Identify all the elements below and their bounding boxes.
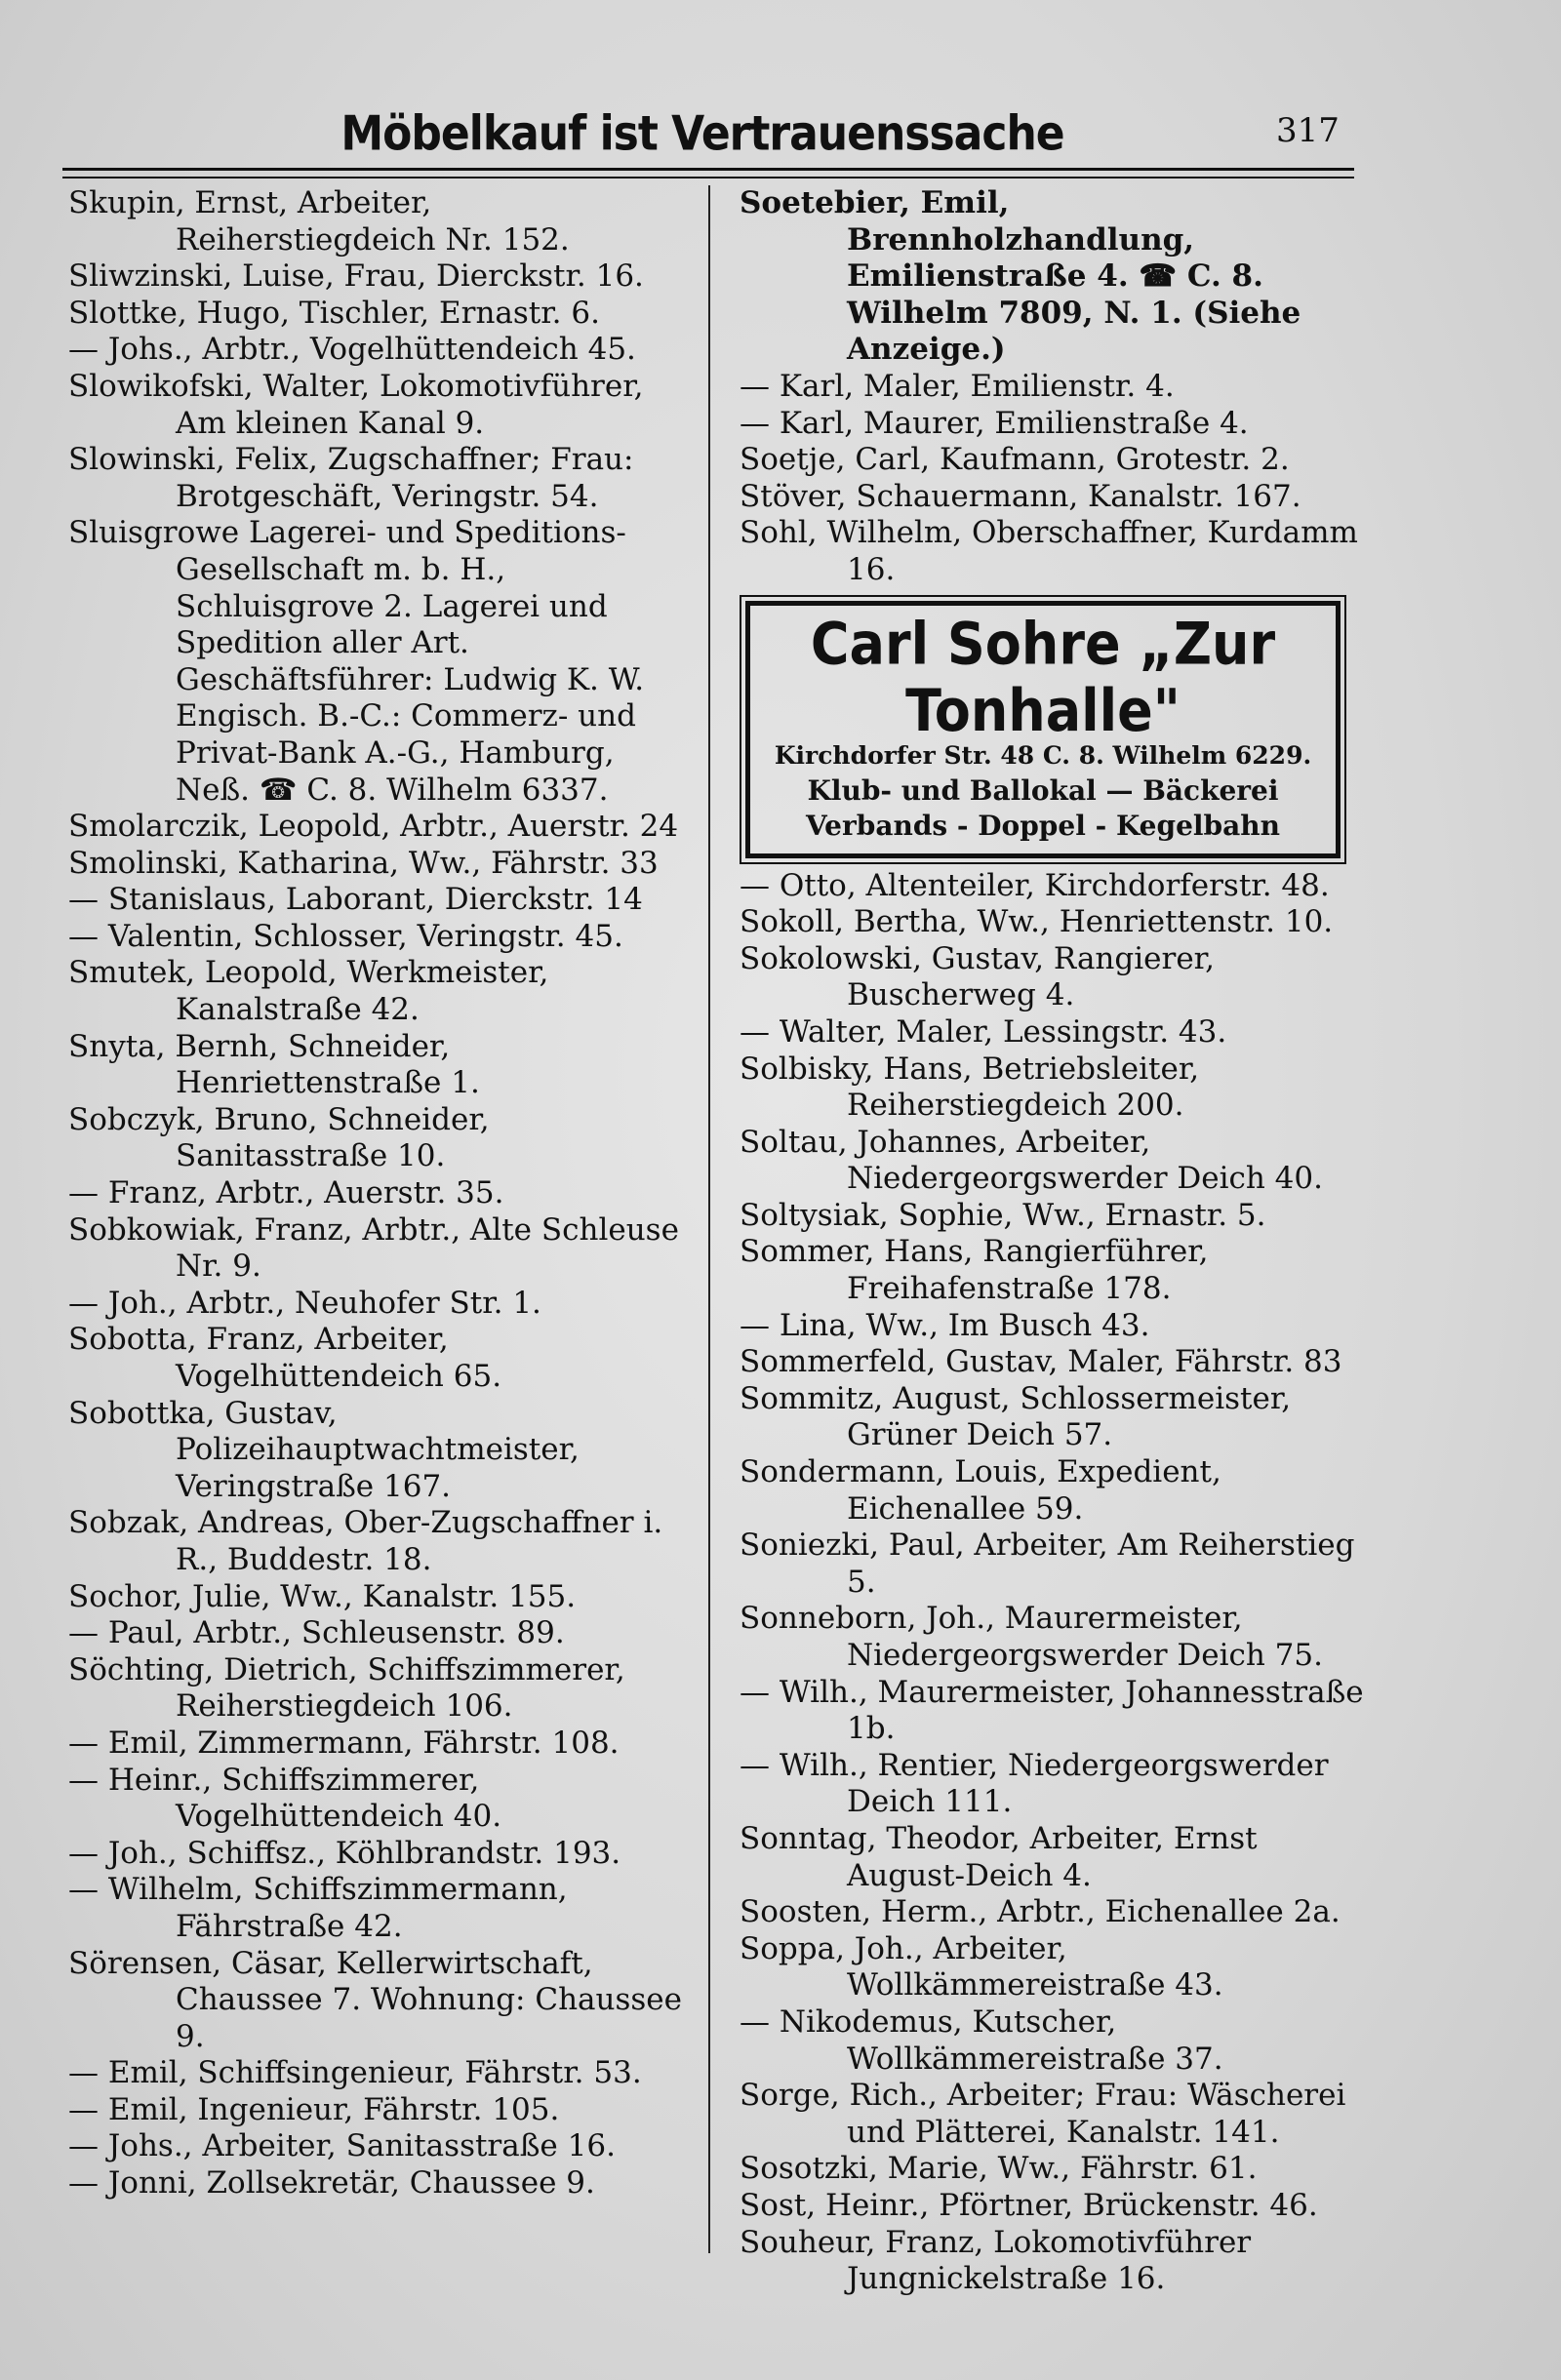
directory-entry: Smolinski, Katharina, Ww., Fährstr. 33 xyxy=(68,845,659,881)
directory-entry: — Franz, Arbtr., Auerstr. 35. xyxy=(68,1175,504,1211)
directory-entry: Souheur, Franz, Lokomotivführer Jungnickelstraße 16. xyxy=(740,2224,1252,2297)
directory-entry: — Otto, Altenteiler, Kirchdorferstr. 48. xyxy=(740,867,1330,903)
directory-entry: — Stanislaus, Laborant, Dierckstr. 14 xyxy=(68,882,643,918)
directory-entry: Sonntag, Theodor, Arbeiter, Ernst August-Deich 4. xyxy=(740,1820,1258,1893)
directory-entry: Sost, Heinr., Pförtner, Brückenstr. 46. xyxy=(740,2187,1318,2223)
directory-entry: Smutek, Leopold, Werkmeister, Kanalstraße 42. xyxy=(68,955,549,1028)
directory-entry: Slowinski, Felix, Zugschaffner; Frau: Brotgeschäft, Veringstr. 54. xyxy=(68,442,634,514)
right-column xyxy=(740,185,1364,2298)
directory-entry: — Karl, Maurer, Emilienstraße 4. xyxy=(740,405,1249,441)
directory-entry: — Wilh., Rentier, Niedergeorgswerder Deich 111. xyxy=(740,1747,1329,1820)
directory-entry: Sobotta, Franz, Arbeiter, Vogelhüttendeich 65. xyxy=(68,1322,502,1394)
directory-entry: Sobottka, Gustav, Polizeihauptwachtmeister, Veringstraße 167. xyxy=(68,1395,580,1504)
directory-entry: — Paul, Arbtr., Schleusenstr. 89. xyxy=(68,1615,565,1651)
directory-entry: Sommitz, August, Schlossermeister, Grüner Deich 57. xyxy=(740,1380,1292,1453)
page-number: 317 xyxy=(1276,111,1340,150)
directory-entry: — Emil, Schiffsingenieur, Fährstr. 53. xyxy=(68,2055,642,2091)
directory-entry: Soniezki, Paul, Arbeiter, Am Reiherstieg 5. xyxy=(740,1527,1355,1600)
advertisement-title: Carl Sohre „Zur Tonhalle" xyxy=(810,610,1276,744)
directory-entry: Solbisky, Hans, Betriebsleiter, Reiherstiegdeich 200. xyxy=(740,1051,1200,1124)
running-header-title: Möbelkauf ist Vertrauenssache xyxy=(340,105,1064,163)
directory-entry: Soetje, Carl, Kaufmann, Grotestr. 2. xyxy=(740,442,1290,478)
directory-entry: — Nikodemus, Kutscher, Wollkämmereistraße 37. xyxy=(740,2003,1223,2077)
directory-entry: — Jonni, Zollsekretär, Chaussee 9. xyxy=(68,2165,595,2202)
directory-entry: — Emil, Ingenieur, Fährstr. 105. xyxy=(68,2091,560,2127)
directory-entry: Sobzak, Andreas, Ober-Zugschaffner i. R., Buddestr. 18. xyxy=(68,1505,663,1577)
directory-entry: — Karl, Maler, Emilienstr. 4. xyxy=(740,368,1175,404)
directory-entry: — Joh., Arbtr., Neuhofer Str. 1. xyxy=(68,1285,541,1321)
directory-entry: — Lina, Ww., Im Busch 43. xyxy=(740,1307,1150,1343)
directory-entry: Sorge, Rich., Arbeiter; Frau: Wäscherei und Plätterei, Kanalstr. 141. xyxy=(740,2078,1346,2150)
directory-entry: — Johs., Arbtr., Vogelhüttendeich 45. xyxy=(68,332,636,368)
directory-entry: Sommer, Hans, Rangierführer, Freihafenstraße 178. xyxy=(740,1234,1209,1307)
directory-entry: — Joh., Schiffsz., Köhlbrandstr. 193. xyxy=(68,1835,621,1871)
directory-entry: Slottke, Hugo, Tischler, Ernastr. 6. xyxy=(68,295,600,331)
right-column-top-entries xyxy=(740,185,1364,589)
directory-entry: Slowikofski, Walter, Lokomotivführer, Am kleinen Kanal 9. xyxy=(68,368,644,441)
directory-entry: Sonneborn, Joh., Maurermeister, Niedergeorgswerder Deich 75. xyxy=(740,1601,1323,1673)
directory-entry: Sokoll, Bertha, Ww., Henriettenstr. 10. xyxy=(740,904,1334,940)
directory-entry: Skupin, Ernst, Arbeiter, Reiherstiegdeich Nr. 152. xyxy=(68,185,570,258)
column-separator xyxy=(708,185,710,2253)
directory-entry: Sörensen, Cäsar, Kellerwirtschaft, Chaussee 7. Wohnung: Chaussee 9. xyxy=(68,1945,682,2054)
directory-entry: Soltysiak, Sophie, Ww., Ernastr. 5. xyxy=(740,1197,1266,1233)
left-column xyxy=(68,185,693,2202)
directory-entry: — Emil, Zimmermann, Fährstr. 108. xyxy=(68,1725,620,1761)
directory-entry: Soetebier, Emil, Brennholzhandlung, Emilienstraße 4. ☎ C. 8. Wilhelm 7809, N. 1. (Siehe Anzeige.) xyxy=(740,185,1301,368)
directory-entry: Soppa, Joh., Arbeiter, Wollkämmereistraße 43. xyxy=(740,1930,1223,2003)
directory-entry: Sluisgrowe Lagerei- und Speditions-Gesellschaft m. b. H., Schluisgrove 2. Lagerei und Spedition aller Art. Geschäftsführer: Ludwig K. W. Engisch. B.-C.: Commerz- und Privat-Bank A.-G., Hamburg, Neß. ☎ C. 8. Wilhelm 6337. xyxy=(68,515,645,808)
directory-entry: Smolarczik, Leopold, Arbtr., Auerstr. 24 xyxy=(68,809,679,845)
header-rule-thick xyxy=(62,168,1354,171)
directory-entry: Sochor, Julie, Ww., Kanalstr. 155. xyxy=(68,1578,577,1614)
directory-entry: Sobczyk, Bruno, Schneider, Sanitasstraße 10. xyxy=(68,1101,490,1174)
directory-entry: — Wilhelm, Schiffszimmermann, Fährstraße 42. xyxy=(68,1872,568,1944)
directory-entry: Stöver, Schauermann, Kanalstr. 167. xyxy=(740,478,1301,514)
header-rule-thin xyxy=(62,177,1354,178)
right-column-bottom-entries xyxy=(740,868,1364,2298)
advertisement-bowling: Verbands - Doppel - Kegelbahn xyxy=(806,809,1280,842)
advertisement-address: Kirchdorfer Str. 48 C. 8. Wilhelm 6229. xyxy=(774,740,1312,770)
directory-entry: Soosten, Herm., Arbtr., Eichenallee 2a. xyxy=(740,1894,1341,1930)
advertisement-services: Klub- und Ballokal — Bäckerei xyxy=(807,774,1279,807)
directory-entry: Sohl, Wilhelm, Oberschaffner, Kurdamm 16. xyxy=(740,515,1358,587)
directory-entry: Sommerfeld, Gustav, Maler, Fährstr. 83 xyxy=(740,1344,1342,1380)
directory-entry: Sosotzki, Marie, Ww., Fährstr. 61. xyxy=(740,2151,1258,2187)
directory-entry: Sokolowski, Gustav, Rangierer, Buscherweg 4. xyxy=(740,940,1215,1013)
directory-entry: Snyta, Bernh, Schneider, Henriettenstraße 1. xyxy=(68,1028,480,1101)
directory-entry: — Walter, Maler, Lessingstr. 43. xyxy=(740,1013,1227,1050)
directory-entry: Sliwzinski, Luise, Frau, Dierckstr. 16. xyxy=(68,258,644,295)
directory-entry: Sobkowiak, Franz, Arbtr., Alte Schleuse Nr. 9. xyxy=(68,1211,679,1285)
directory-entry: Söchting, Dietrich, Schiffszimmerer, Reiherstiegdeich 106. xyxy=(68,1651,625,1725)
directory-entry: Soltau, Johannes, Arbeiter, Niedergeorgswerder Deich 40. xyxy=(740,1124,1323,1197)
directory-entry: — Johs., Arbeiter, Sanitasstraße 16. xyxy=(68,2128,616,2164)
advertisement-box xyxy=(745,601,1341,858)
directory-entry: Sondermann, Louis, Expedient, Eichenallee 59. xyxy=(740,1454,1221,1527)
directory-entry: — Wilh., Maurermeister, Johannesstraße 1b. xyxy=(740,1674,1364,1747)
directory-entry: — Valentin, Schlosser, Veringstr. 45. xyxy=(68,918,623,954)
directory-entry: — Heinr., Schiffszimmerer, Vogelhüttendeich 40. xyxy=(68,1762,502,1835)
